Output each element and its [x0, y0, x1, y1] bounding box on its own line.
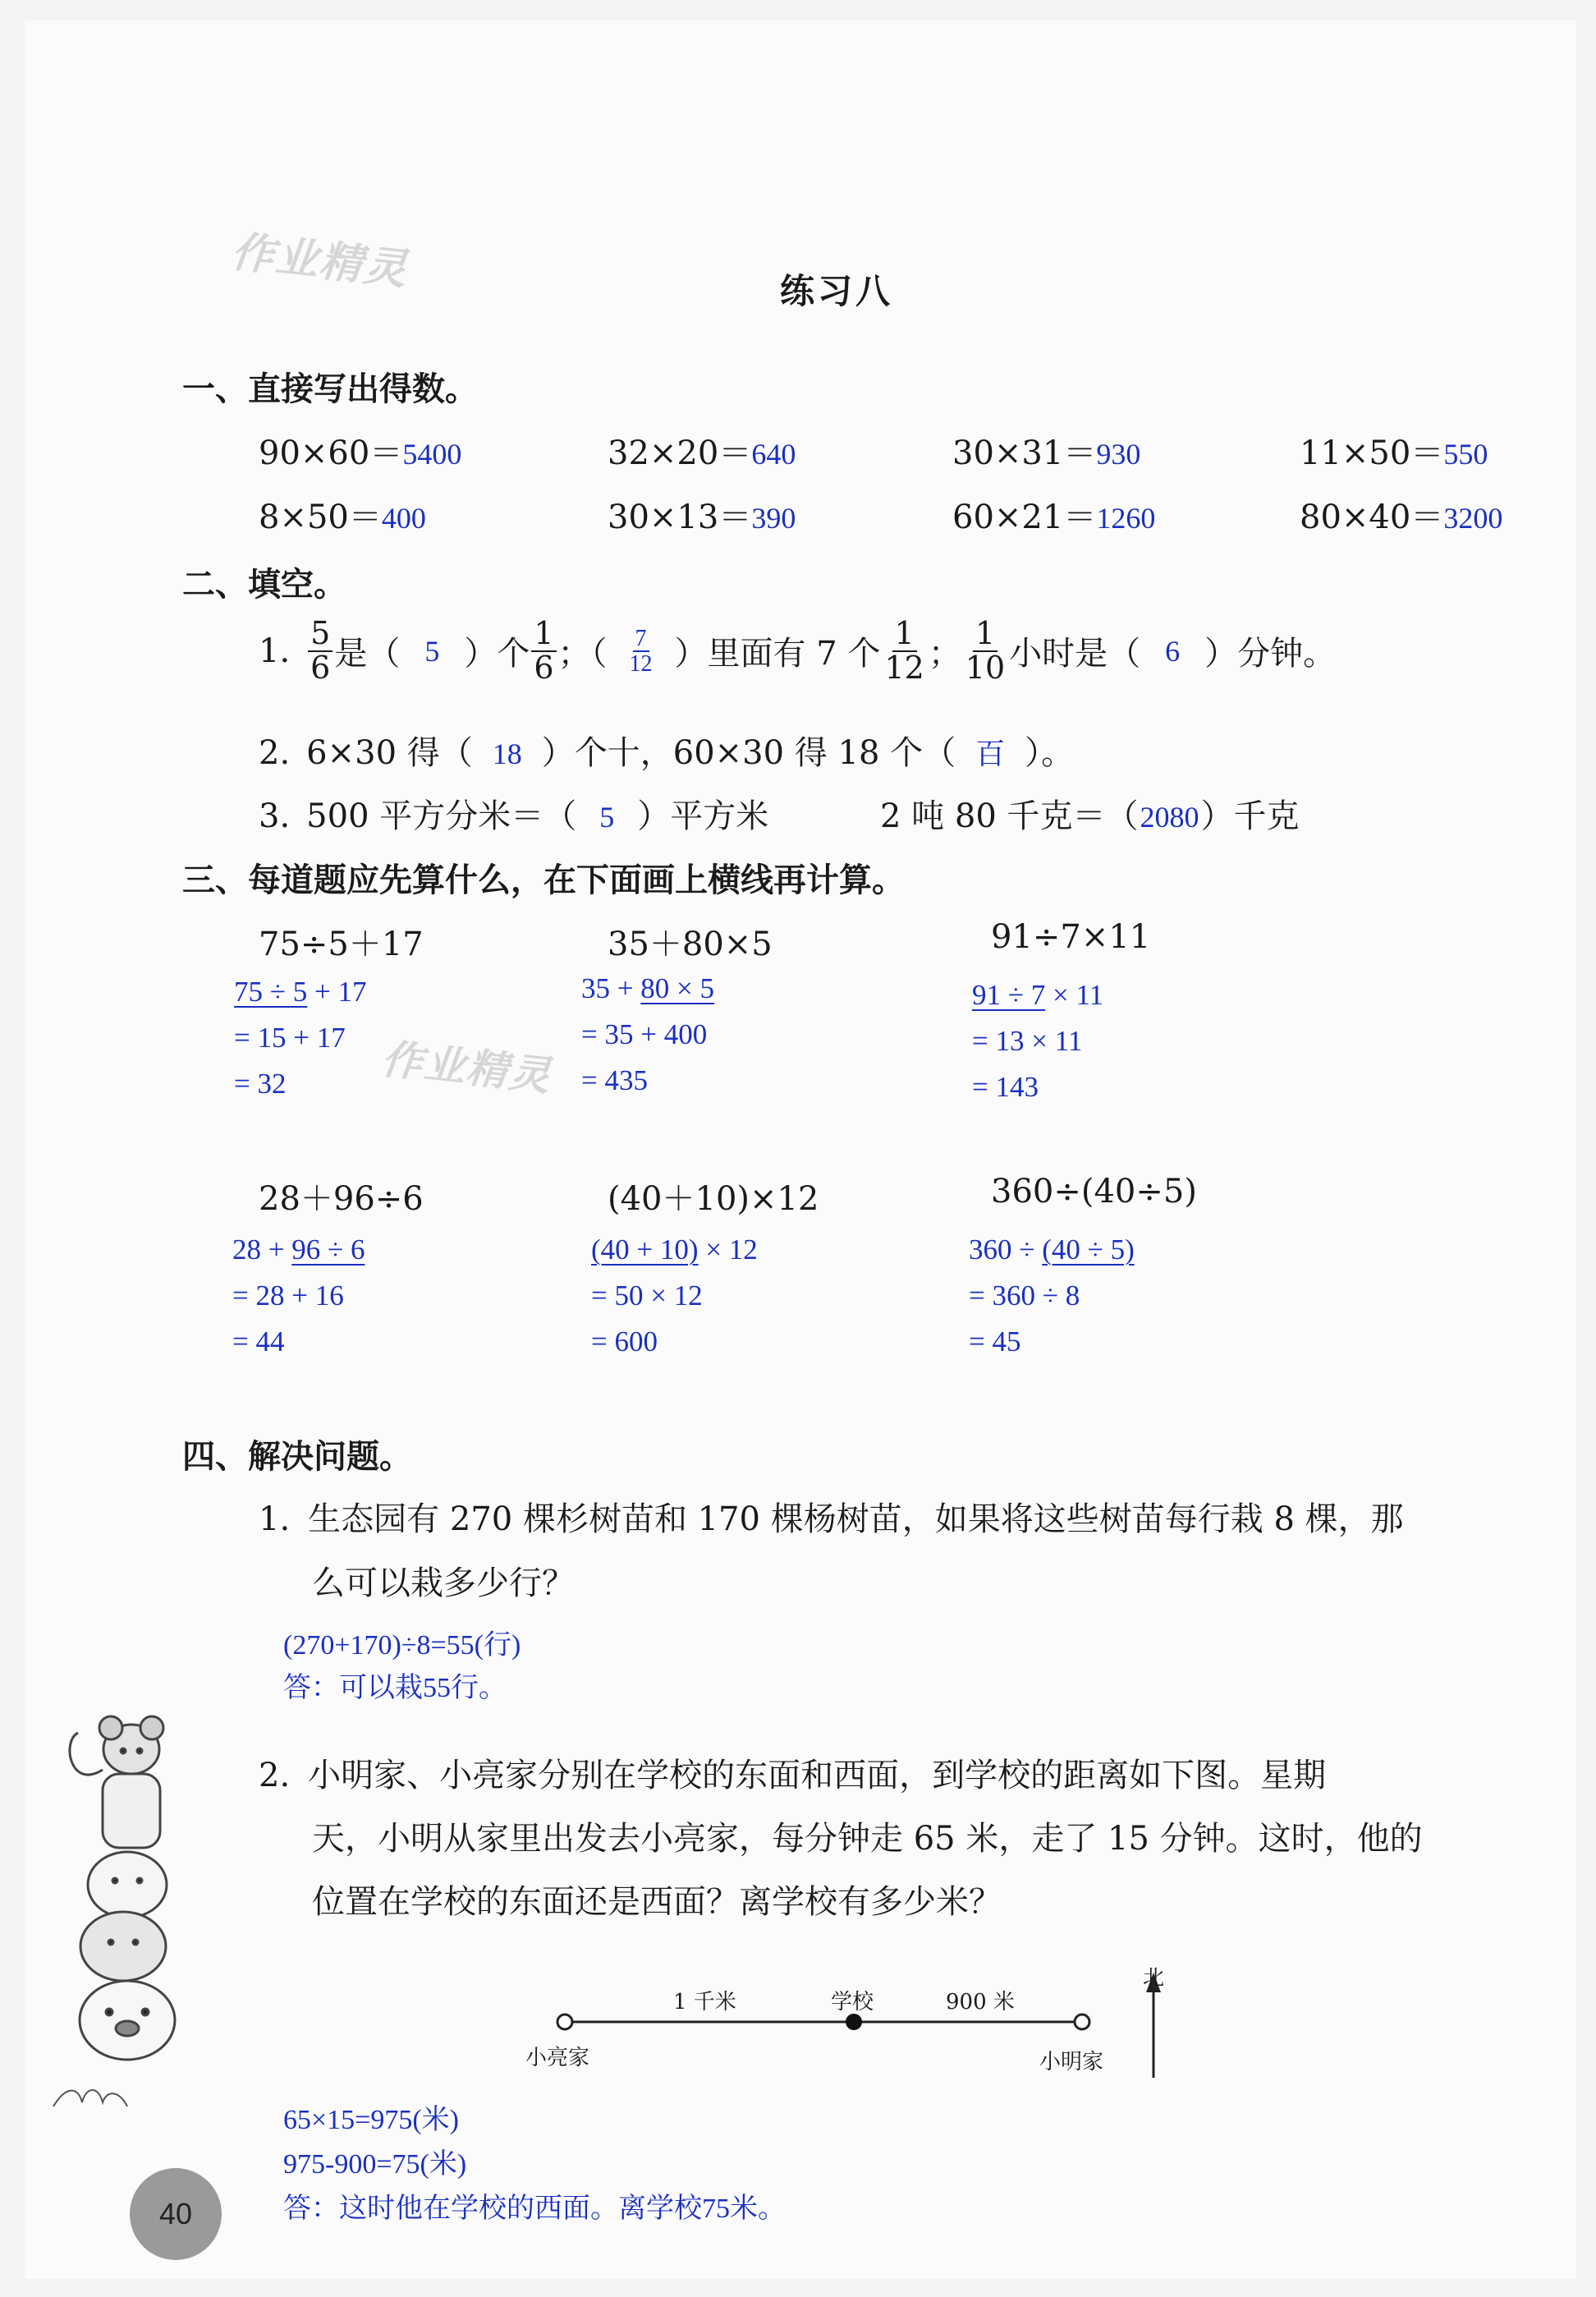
- xiaoliang-home-label: 小亮家: [525, 2046, 590, 2070]
- section-heading: 二、填空。: [182, 566, 346, 604]
- work-steps: 35 + 80 × 5 = 35 + 400 = 435: [581, 972, 714, 1096]
- calc-item: 60×21＝1260: [952, 498, 1156, 536]
- xiaoming-home-point: [1075, 2014, 1089, 2029]
- north-label: 北: [1143, 1966, 1165, 1991]
- xiaoliang-home-point: [557, 2014, 572, 2029]
- work-steps: 360 ÷ (40 ÷ 5) = 360 ÷ 8 = 45: [969, 1233, 1135, 1358]
- fill-blank-3: 3. 500 平方分米＝（ 5 ）平方米: [259, 797, 769, 835]
- watermark: 作业精灵: [379, 1035, 555, 1100]
- calc-item: 80×40＝3200: [1300, 498, 1503, 536]
- answer-fraction: $\frac{7}{12}$: [629, 625, 653, 677]
- xiaoming-home-label: 小明家: [1039, 2050, 1104, 2074]
- fill-blank-3b: 2 吨 80 千克＝（2080）千克: [880, 797, 1300, 835]
- left-distance-label: 1 千米: [673, 1990, 736, 2014]
- calc-item: 90×60＝5400: [259, 434, 462, 472]
- expression: 75÷5＋17: [259, 926, 424, 963]
- watermark: 作业精灵: [228, 227, 410, 296]
- expression: 35＋80×5: [608, 926, 773, 963]
- calc-item: 11×50＝550: [1300, 434, 1488, 472]
- word-problem-2-cont: 位置在学校的东面还是西面？离学校有多少米？: [312, 1883, 1002, 1921]
- workbook-page: [25, 21, 1576, 2279]
- cartoon-animals-illustration: [45, 1692, 185, 2086]
- section-heading: 四、解决问题。: [182, 1438, 412, 1476]
- answer-work: 65×15=975(米): [283, 2105, 459, 2135]
- work-steps: 28 + 96 ÷ 6 = 28 + 16 = 44: [232, 1233, 365, 1358]
- answer-sentence: 答：这时他在学校的西面。离学校75米。: [283, 2194, 786, 2224]
- calc-item: 30×13＝390: [608, 498, 796, 536]
- school-point: [846, 2014, 862, 2030]
- fraction: $\frac{1}{12}$: [884, 615, 924, 686]
- expression: 360÷(40÷5): [991, 1173, 1197, 1211]
- work-steps: 75 ÷ 5 + 17 = 15 + 17 = 32: [234, 976, 367, 1100]
- word-problem-2: 2. 小明家、小亮家分别在学校的东面和西面，到学校的距离如下图。星期: [259, 1757, 1327, 1794]
- expression: 91÷7×11: [991, 918, 1151, 956]
- fill-blank-2: 2. 6×30 得（ 18 ）个十，60×30 得 18 个（ 百 ）。: [259, 734, 1075, 772]
- calc-item: 32×20＝640: [608, 434, 796, 472]
- fraction: $\frac{1}{6}$: [531, 618, 556, 685]
- expression: 28＋96÷6: [259, 1180, 424, 1218]
- section-heading: 一、直接写出得数。: [182, 370, 478, 408]
- school-label: 学校: [831, 1990, 874, 2014]
- calc-item: 8×50＝400: [259, 498, 426, 536]
- answer-work: (270+170)÷8=55(行): [283, 1630, 521, 1661]
- expression: (40＋10)×12: [608, 1180, 819, 1218]
- page-title: 练习八: [780, 271, 894, 311]
- section-heading: 三、每道题应先算什么，在下面画上横线再计算。: [182, 861, 905, 899]
- work-steps: 91 ÷ 7 × 11 = 13 × 11 = 143: [972, 979, 1104, 1103]
- scribble-decoration: [49, 2082, 131, 2115]
- calc-item: 30×31＝930: [952, 434, 1141, 472]
- fraction: $\frac{5}{6}$: [308, 618, 332, 685]
- answer-sentence: 答：可以栽55行。: [283, 1673, 507, 1703]
- page-number: 40: [158, 2197, 193, 2230]
- right-distance-label: 900 米: [946, 1990, 1015, 2014]
- word-problem-1-cont: 么可以栽多少行？: [312, 1564, 575, 1602]
- work-steps: (40 + 10) × 12 = 50 × 12 = 600: [591, 1233, 758, 1358]
- word-problem-2-cont: 天，小明从家里出发去小亮家，每分钟走 65 米，走了 15 分钟。这时，他的: [312, 1820, 1423, 1858]
- fraction: $\frac{1}{10}$: [965, 615, 1006, 686]
- answer-work: 975-900=75(米): [283, 2149, 467, 2180]
- word-problem-1: 1. 生态园有 270 棵杉树苗和 170 棵杨树苗，如果将这些树苗每行栽 8 棵，那: [259, 1500, 1404, 1538]
- fill-blank-1: 1. $\frac{5}{6}$ 是（ 5 ）个 $\frac{1}{6}$ ；（ $\frac{7}{12}$ ）里面有 7 个 $\frac{1}{12}$ ； $\frac{1}{10}$ 小时是（ 6 ）分钟。: [259, 615, 1337, 686]
